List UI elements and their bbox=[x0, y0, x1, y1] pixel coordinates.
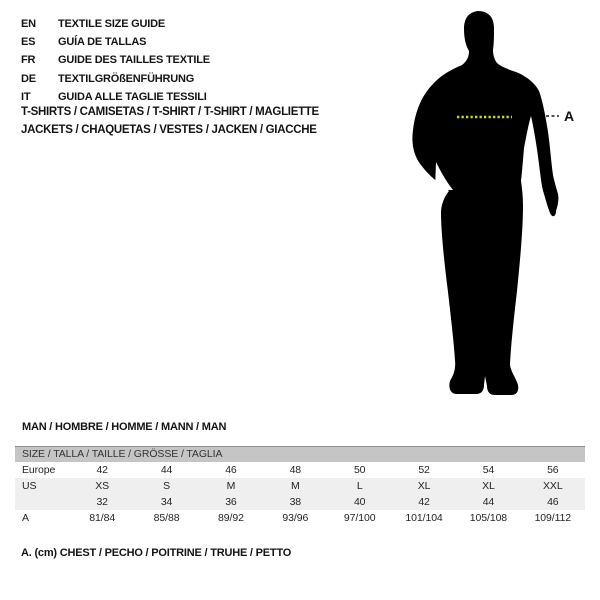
cell: 97/100 bbox=[343, 511, 376, 524]
cell: 101/104 bbox=[405, 511, 443, 524]
language-row-fr bbox=[21, 51, 210, 69]
row-label bbox=[15, 494, 70, 510]
cell: 81/84 bbox=[89, 511, 116, 524]
section-heading: MAN / HOMBRE / HOMME / MANN / MAN bbox=[22, 421, 227, 433]
category-jackets: JACKETS / CHAQUETAS / VESTES / JACKEN / GIACCHE bbox=[21, 123, 317, 136]
cell: XS bbox=[70, 478, 134, 494]
cell: 44 bbox=[456, 494, 520, 510]
language-title: GUIDE DES TAILLES TEXTILE bbox=[58, 54, 210, 67]
row-label: Europe bbox=[22, 463, 56, 476]
table-row-us bbox=[15, 478, 585, 494]
language-title: GUÍA DE TALLAS bbox=[58, 36, 147, 49]
cell: 46 bbox=[521, 494, 585, 510]
man-silhouette bbox=[412, 11, 558, 395]
cell: 40 bbox=[328, 494, 392, 510]
size-table bbox=[15, 446, 585, 526]
language-code: ES bbox=[21, 36, 36, 49]
cell: 42 bbox=[392, 494, 456, 510]
cell: 109/112 bbox=[534, 511, 572, 524]
category-tshirts: T-SHIRTS / CAMISETAS / T-SHIRT / T-SHIRT / MAGLIETTE bbox=[21, 106, 319, 118]
cell: 46 bbox=[225, 463, 237, 476]
cell: 44 bbox=[160, 463, 173, 476]
cell: 93/96 bbox=[282, 511, 309, 524]
table-row-chest-a bbox=[15, 510, 585, 526]
cell: 38 bbox=[263, 494, 327, 510]
cell: 32 bbox=[70, 494, 134, 510]
cell: XL bbox=[456, 478, 520, 494]
cell: 36 bbox=[199, 494, 263, 510]
cell: 54 bbox=[482, 463, 495, 476]
cell: S bbox=[134, 478, 198, 494]
size-table-wrap bbox=[15, 446, 585, 526]
language-code: FR bbox=[21, 54, 36, 67]
cell: 89/92 bbox=[218, 511, 244, 524]
language-title: GUIDA ALLE TAGLIE TESSILI bbox=[58, 90, 207, 103]
cell: 34 bbox=[134, 494, 198, 510]
cell: 50 bbox=[353, 463, 366, 476]
cell: 48 bbox=[289, 463, 302, 476]
row-label: US bbox=[15, 478, 70, 494]
table-row-europe bbox=[15, 462, 585, 478]
language-row-es bbox=[21, 33, 210, 51]
row-label: A bbox=[22, 511, 29, 524]
measurement-footnote: A. (cm) CHEST / PECHO / POITRINE / TRUHE / PETTO bbox=[21, 547, 292, 559]
cell: 85/88 bbox=[153, 511, 180, 524]
cell: XXL bbox=[521, 478, 585, 494]
cell: 52 bbox=[418, 463, 430, 476]
measure-label-a: A bbox=[564, 108, 575, 124]
cell: M bbox=[199, 478, 263, 494]
cell: 105/108 bbox=[469, 511, 508, 524]
cell: XL bbox=[392, 478, 456, 494]
garment-categories bbox=[21, 104, 319, 139]
size-table-header-row bbox=[15, 447, 585, 462]
cell: M bbox=[263, 478, 327, 494]
language-code: IT bbox=[21, 90, 31, 103]
language-code: EN bbox=[21, 18, 36, 30]
language-code: DE bbox=[21, 72, 36, 85]
language-title: TEXTILE SIZE GUIDE bbox=[58, 18, 166, 30]
cell: 42 bbox=[96, 463, 108, 476]
language-row-en bbox=[21, 15, 210, 33]
cell: L bbox=[328, 478, 392, 494]
language-row-de bbox=[21, 70, 210, 88]
language-guide bbox=[21, 15, 210, 106]
man-silhouette-figure bbox=[390, 0, 600, 400]
language-title: TEXTILGRÖßENFÜHRUNG bbox=[58, 72, 195, 85]
cell: 56 bbox=[547, 463, 559, 476]
size-table-header: SIZE / TALLA / TAILLE / GRÖSSE / TAGLIA bbox=[15, 447, 585, 462]
table-row-us-numeric bbox=[15, 494, 585, 510]
